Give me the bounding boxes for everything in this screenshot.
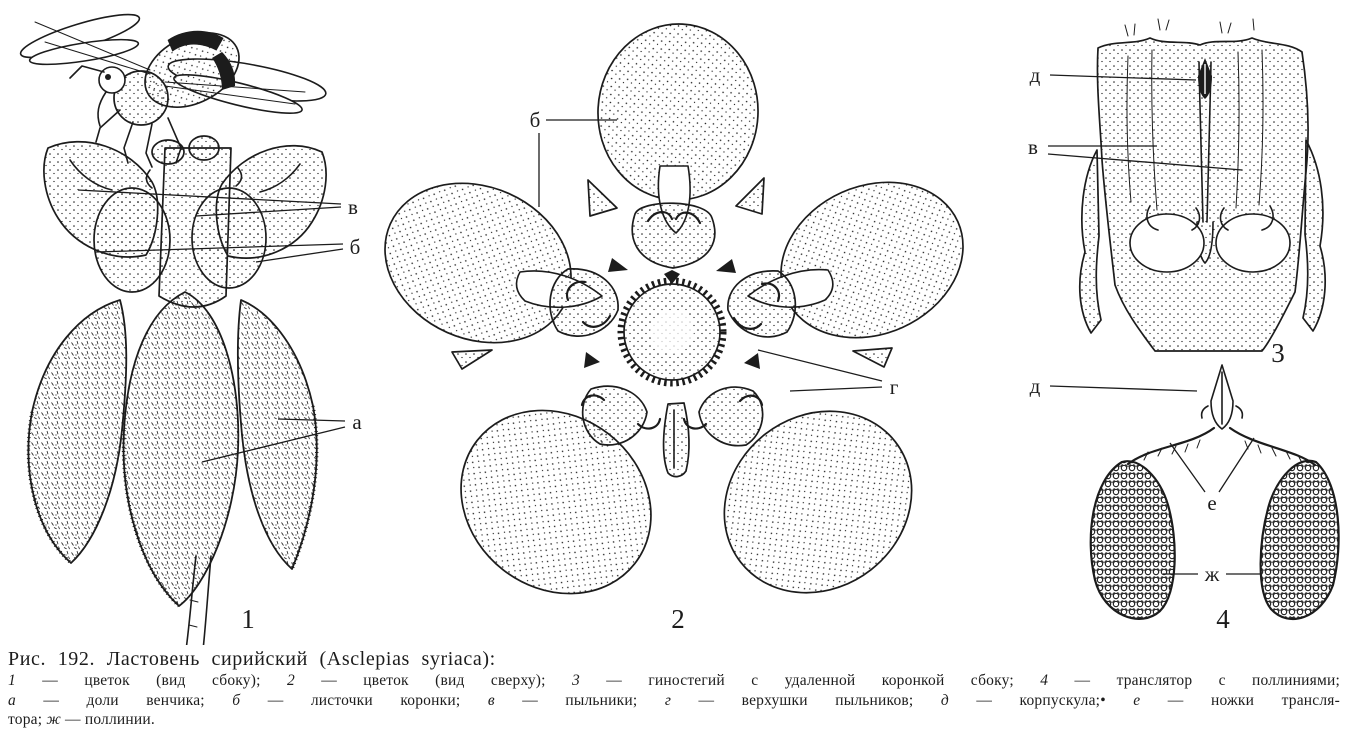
- label-pollinia: ж: [1204, 562, 1220, 586]
- bee-proboscis: [98, 92, 106, 126]
- panel-3-number: 3: [1271, 338, 1285, 368]
- panel-4-number: 4: [1216, 604, 1230, 634]
- pollinium-left: [1091, 461, 1175, 619]
- guide-rail-opening-left: [1130, 214, 1204, 272]
- label-translator-arms: е: [1207, 491, 1217, 515]
- translator-arm-right: [1230, 428, 1315, 465]
- label-corona-leaflets-top: б: [529, 108, 541, 132]
- top-hairs: [1125, 19, 1254, 36]
- panel-2-flower-top-view: [359, 20, 988, 634]
- petal-upper-left: [359, 155, 596, 372]
- guide-rail-opening-right: [1216, 214, 1290, 272]
- label-anthers-3: в: [1028, 135, 1038, 159]
- translator-arm-left: [1128, 428, 1214, 464]
- panel-1-flower-side-view: [17, 6, 362, 645]
- panel-3-gynostegium: [1028, 19, 1325, 368]
- label-corpusculum: д: [1029, 63, 1041, 87]
- anther-wing-right: [1303, 140, 1325, 331]
- corolla-lobe-center: [124, 292, 239, 606]
- corolla-lobes: [28, 292, 316, 606]
- corolla-lobe-right: [238, 300, 317, 569]
- caption-line-2: а — доли венчика; б — листочки коронки; в — пыльники; г — верхушки пыльников; д — корпускула;• е — ножки трансля-: [8, 691, 1340, 709]
- label-anthers: в: [348, 195, 358, 219]
- caption-line-1: 1 — цветок (вид сбоку); 2 — цветок (вид сверху); 3 — гиностегий с удаленной коронкой сбоку; 4 — транслятор с поллиниями;: [8, 672, 1340, 689]
- label-corolla-lobes: а: [352, 410, 362, 434]
- figure-caption: [8, 648, 1340, 730]
- panel-1-number: 1: [241, 604, 255, 634]
- petal-lower-left: [424, 373, 687, 632]
- hood-top: [632, 203, 714, 268]
- corona-hood-left: [44, 142, 158, 257]
- label-corpusculum-4: д: [1029, 374, 1041, 398]
- pollinium-right: [1261, 461, 1339, 619]
- panel-4-translator-pollinia: [1030, 365, 1339, 634]
- hood-upper-left: [550, 269, 618, 336]
- label-anther-tips: г: [889, 375, 899, 399]
- caption-line-3: тора; ж — поллинии.: [8, 711, 155, 728]
- anther-wing-left: [1080, 150, 1101, 333]
- hood-upper-right: [728, 271, 795, 337]
- label-corona-leaflets: б: [349, 235, 361, 259]
- petal-upper-right: [756, 154, 988, 366]
- caption-title: Рис. 192. Ластовень сирийский (Asclepias syriaca):: [8, 648, 496, 670]
- panel-2-number: 2: [671, 604, 685, 634]
- bottom-fork: [663, 403, 688, 477]
